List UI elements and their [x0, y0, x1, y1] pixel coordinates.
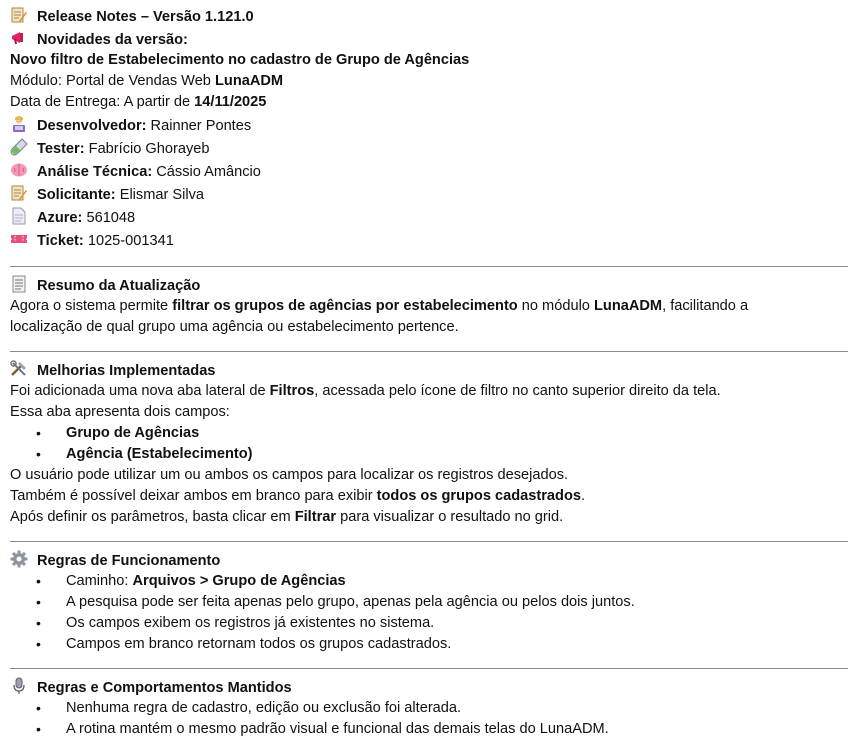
- brain-icon: [10, 161, 28, 179]
- analysis-value: Cássio Amâncio: [152, 164, 261, 180]
- delivery-label: Data de Entrega: A partir de: [10, 94, 195, 110]
- text-run: Foi adicionada uma nova aba lateral de: [10, 383, 270, 399]
- improvements-heading: [10, 360, 215, 382]
- tester-line: [10, 138, 210, 160]
- requester-value: Elismar Silva: [115, 187, 205, 203]
- text-run-bold: Arquivos > Grupo de Agências: [132, 573, 346, 589]
- ticket-value: 1025-001341: [83, 233, 174, 249]
- text-run: Caminho:: [66, 573, 133, 589]
- module-label: Módulo: Portal de Vendas Web: [10, 73, 215, 89]
- summary-heading: [10, 275, 200, 297]
- bullet-marker: •: [36, 721, 41, 737]
- developer-label: Desenvolvedor:: [37, 118, 147, 134]
- tester-value: Fabrício Ghorayeb: [84, 141, 210, 157]
- document-title: Release Notes – Versão 1.121.0: [37, 9, 254, 25]
- divider: [10, 541, 848, 542]
- developer-value: Rainner Pontes: [146, 118, 252, 134]
- summary-paragraph-line-1: [10, 296, 748, 318]
- memo-icon: [10, 6, 28, 24]
- list-item: A rotina mantém o mesmo padrão visual e funcional das demais telas do LunaADM.: [66, 721, 609, 737]
- text-run-bold: Filtros: [269, 383, 315, 399]
- developer-icon: [10, 115, 28, 133]
- text-run: O usuário pode utilizar um ou ambos os campos para localizar os registros desejados.: [10, 467, 569, 483]
- bullet-marker: •: [36, 573, 41, 589]
- bullet-marker: •: [36, 636, 41, 652]
- developer-line: [10, 115, 251, 137]
- delivery-line: [10, 92, 266, 114]
- kept-title: Regras e Comportamentos Mantidos: [37, 680, 292, 696]
- ticket-label: Ticket:: [37, 233, 84, 249]
- azure-line: [10, 207, 135, 229]
- module-value: LunaADM: [214, 73, 284, 89]
- text-run: , acessada pelo ícone de filtro no canto superior direito da tela.: [314, 383, 721, 399]
- news-label: Novidades da versão:: [37, 32, 188, 48]
- improvements-line-3: [10, 465, 568, 487]
- rules-heading: [10, 550, 220, 572]
- azure-label: Azure:: [37, 210, 83, 226]
- document-icon: [10, 275, 28, 293]
- list-item: Grupo de Agências: [66, 425, 200, 441]
- text-run: localização de qual grupo uma agência ou estabelecimento pertence.: [10, 319, 459, 335]
- requester-line: [10, 184, 204, 206]
- summary-paragraph-line-2: [10, 317, 459, 339]
- ticket-line: [10, 230, 174, 252]
- gear-icon: [10, 550, 28, 568]
- bullet-marker: •: [36, 594, 41, 610]
- list-item: Agência (Estabelecimento): [66, 446, 253, 462]
- improvements-line-1: [10, 381, 721, 403]
- list-item: Os campos exibem os registros já existentes no sistema.: [66, 615, 435, 631]
- requester-label: Solicitante:: [37, 187, 116, 203]
- ticket-icon: [10, 230, 28, 248]
- divider: [10, 266, 848, 267]
- text-run-bold: filtrar os grupos de agências por estabelecimento: [172, 298, 518, 314]
- divider: [10, 351, 848, 352]
- improvements-line-2: [10, 402, 230, 424]
- text-run-bold: todos os grupos cadastrados: [376, 488, 581, 504]
- list-item: A pesquisa pode ser feita apenas pelo grupo, apenas pela agência ou pelos dois juntos.: [66, 594, 635, 610]
- improvements-title: Melhorias Implementadas: [37, 363, 216, 379]
- rules-title: Regras de Funcionamento: [37, 553, 221, 569]
- microphone-icon: [10, 677, 28, 695]
- text-run-bold: Filtrar: [294, 509, 337, 525]
- summary-title: Resumo da Atualização: [37, 278, 201, 294]
- bullet-marker: •: [36, 425, 41, 441]
- divider: [10, 668, 848, 669]
- text-run: Agora o sistema permite: [10, 298, 173, 314]
- analysis-line: [10, 161, 261, 183]
- text-run: para visualizar o resultado no grid.: [336, 509, 564, 525]
- tester-label: Tester:: [37, 141, 85, 157]
- feature-title-line: [10, 50, 469, 72]
- bullet-marker: •: [36, 615, 41, 631]
- list-item: [66, 571, 346, 591]
- delivery-date: 14/11/2025: [194, 94, 267, 110]
- megaphone-icon: [10, 29, 28, 47]
- text-run-bold: LunaADM: [593, 298, 663, 314]
- text-run: Essa aba apresenta dois campos:: [10, 404, 230, 420]
- title-line: [10, 6, 254, 28]
- text-run: Também é possível deixar ambos em branco para exibir: [10, 488, 377, 504]
- kept-heading: [10, 677, 292, 699]
- text-run: .: [581, 488, 586, 504]
- test-tube-icon: [10, 138, 28, 156]
- text-run: , facilitando a: [662, 298, 749, 314]
- analysis-label: Análise Técnica:: [37, 164, 153, 180]
- memo-icon: [10, 184, 28, 202]
- bullet-marker: •: [36, 446, 41, 462]
- module-line: [10, 71, 283, 93]
- news-line: [10, 29, 188, 51]
- text-run: no módulo: [517, 298, 594, 314]
- azure-value: 561048: [82, 210, 136, 226]
- list-item: Campos em branco retornam todos os grupos cadastrados.: [66, 636, 452, 652]
- text-run: Após definir os parâmetros, basta clicar em: [10, 509, 295, 525]
- feature-title: Novo filtro de Estabelecimento no cadastro de Grupo de Agências: [10, 52, 470, 68]
- improvements-line-4: [10, 486, 585, 508]
- improvements-line-5: [10, 507, 563, 529]
- list-item: Nenhuma regra de cadastro, edição ou exclusão foi alterada.: [66, 700, 462, 716]
- bullet-marker: •: [36, 700, 41, 716]
- tools-icon: [10, 360, 28, 378]
- page-icon: [10, 207, 28, 225]
